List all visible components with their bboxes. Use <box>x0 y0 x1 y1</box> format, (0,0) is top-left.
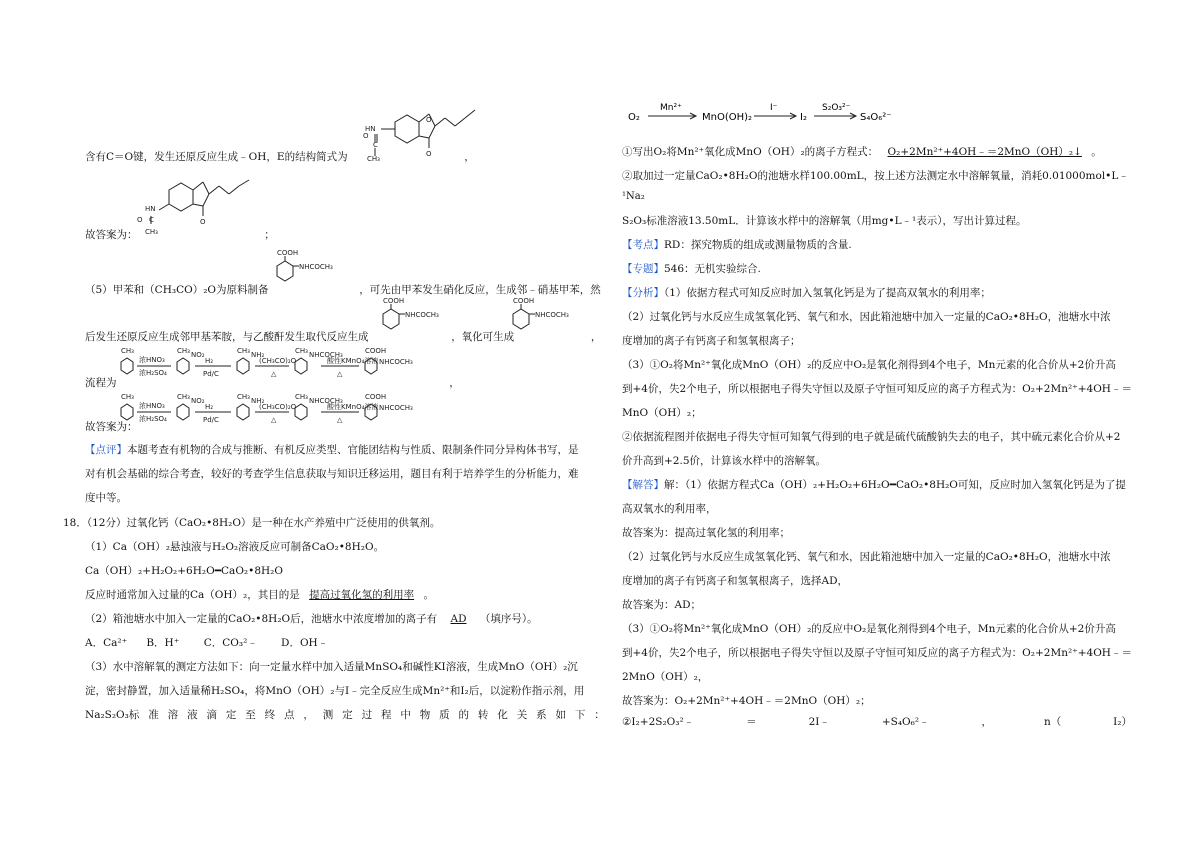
chem-cooh-label: COOH <box>365 393 387 401</box>
comment-tag: 【点评】 <box>85 444 127 456</box>
chem-cooh-label: COOH <box>513 297 535 305</box>
kaodian-row: 【考点】RD：探究物质的组成或测量物质的含量. <box>622 239 852 251</box>
justified-equation: ②I₂+2S₂O₃²﹣ ＝ 2I﹣ +S₄O₆²﹣ ， n（ I₂） <box>622 716 1132 728</box>
chem-nhcoch3-label: NHCOCH₃ <box>309 351 343 359</box>
flow-i2: I₂ <box>800 112 807 123</box>
chem-no2-label: NO₂ <box>191 397 205 405</box>
chem-nhcoch3-label: NHCOCH₃ <box>379 404 413 412</box>
chem-kmno4-label: 酸性KMnO₄溶液 <box>327 357 379 365</box>
flow-mn: Mn²⁺ <box>660 103 682 113</box>
chem-nhcoch3-label: NHCOCH₃ <box>379 358 413 366</box>
line-flow-label: 流程为 ， <box>85 377 460 389</box>
justified-line: Na₂S₂O₃标 准 溶 液 滴 定 至 终 点 ， 测 定 过 程 中 物 质 的 转 化 关 系 如 下 ： <box>85 709 605 721</box>
left-column: HN O O C O CH₃ 含有C＝O键，发生还原反应生成﹣OH，E的结构简式为 ， HN O C O CH₃ 故答案为： ； COOH NHCOCH₃ （5）甲苯和（CH₃CO）₂O为原料制备 ，可先由甲苯发生硝化反应，生成邻﹣硝基甲苯，然 COOH NHCOCH₃ COOH NHCOCH₃ 后发生还原反应生成邻甲基苯胺，与乙酸酐发生取代反应生成 ，氧化可生成 ， CH₃ 浓HNO₃ 浓H₂SO₄ CH₃ NO₂ H₂ Pd/C CH₃ NH₂ (CH₃CO)₂O △ CH₃ NHCOCH₃ 酸性KMnO₄溶液 △ COOH NHCOCH₃ 流程为 ， CH₃ 浓HNO₃ 浓H₂SO₄ CH₃ NO₂ H₂ Pd/C CH₃ NH₂ (CH₃CO)₂O △ CH₃ NHCOCH₃ 酸性KMnO₄溶液 △ COOH NHCOCH₃ 故答案为： 【点评】本题考查有机物的合成与推断、有机反应类型、官能团结构与性质、限制条件同分异构体书写，是 对有机会基础的综合考查，较好的考查学生信息获取与知识迁移运用，题目有利于培养学生的分析能力，难 度中等。 18．（12分）过氧化钙（CaO₂•8H₂O）是一种在水产养殖中广泛使用的供氧剂。 （1）Ca（OH）₂悬浊液与H₂O₂溶液反应可制备CaO₂•8H₂O。 Ca（OH）₂+H₂O₂+6H₂O━CaO₂•8H₂O 反应时通常加入过量的Ca（OH）₂，其目的是 提高过氧化氢的利用率 。 （2）箱池塘水中加入一定量的CaO₂•8H₂O后，池塘水中浓度增加的离子有 AD （填序号）。 A．Ca²⁺ B．H⁺ C．CO₃²﹣ D．OH﹣ （3）水中溶解氧的测定方法如下：向一定量水样中加入适量MnSO₄和碱性KI溶液，生成MnO（OH）₂沉 淀，密封静置，加入适量稀H₂SO₄，将MnO（OH）₂与I﹣完全反应生成Mn²⁺和I₂后，以淀粉作指示剂，用 Na₂S₂O₃标 准 溶 液 滴 定 至 终 点 ， 测 定 过 程 中 物 质 的 转 化 关 系 如 下 ： <box>85 0 605 848</box>
chem-no2-label: NO₂ <box>191 351 205 359</box>
chem-c-label: C <box>149 216 154 224</box>
chem-ch3-label: CH₃ <box>295 393 308 401</box>
right-column: O₂ Mn²⁺ MnO(OH)₂ I⁻ I₂ S₂O₃²⁻ S₄O₆²⁻ ①写出O₂将Mn²⁺氧化成MnO（OH）₂的离子方程式： O₂+2Mn²⁺+4OH﹣＝2MnO（OH）₂↓ 。 ②取加过一定量CaO₂•8H₂O的池塘水样100.00mL，按上述方法测定水中溶解氧量，消耗0.01000mol•L﹣ ¹Na₂ S₂O₃标准溶液13.50mL．计算该水样中的溶解氧（用mg•L﹣¹表示），写出计算过程。 【考点】RD：探究物质的组成或测量物质的含量. 【专题】546：无机实验综合. 【分析】（1）依据方程式可知反应时加入氢氧化钙是为了提高双氧水的利用率； （2）过氧化钙与水反应生成氢氧化钙、氧气和水，因此箱池塘中加入一定量的CaO₂•8H₂O，池塘水中浓 度增加的离子有钙离子和氢氧根离子； （3）①O₂将Mn²⁺氧化成MnO（OH）₂的反应中O₂是氧化剂得到4个电子，Mn元素的化合价从+2价升高 到+4价，失2个电子，所以根据电子得失守恒以及原子守恒可知反应的离子方程式为：O₂+2Mn²⁺+4OH﹣＝ MnO（OH）₂； ②依据流程图并依据电子得失守恒可知氧气得到的电子就是硫代硫酸钠失去的电子，其中硫元素化合价从+2 价升高到+2.5价，计算该水样中的溶解氧。 【解答】解：（1）依据方程式Ca（OH）₂+H₂O₂+6H₂O━CaO₂•8H₂O可知，反应时加入氢氧化钙是为了提 高双氧水的利用率， 故答案为：提高过氧化氢的利用率； （2）过氧化钙与水反应生成氢氧化钙、氧气和水，因此箱池塘中加入一定量的CaO₂•8H₂O，池塘水中浓 度增加的离子有钙离子和氢氧根离子，选择AD， 故答案为：AD； （3）①O₂将Mn²⁺氧化成MnO（OH）₂的反应中O₂是氧化剂得到4个电子，Mn元素的化合价从+2价升高 到+4价，失2个电子，所以根据电子得失守恒以及原子守恒可知反应的离子方程式为：O₂+2Mn²⁺+4OH﹣＝ 2MnO（OH）₂， 故答案为：O₂+2Mn²⁺+4OH﹣＝2MnO（OH）₂； ②I₂+2S₂O₃²﹣ ＝ 2I﹣ +S₄O₆²﹣ ， n（ I₂） <box>622 0 1132 848</box>
chem-h2-label: H₂ <box>205 357 214 365</box>
line-part5-cont: 后发生还原反应生成邻甲基苯胺，与乙酸酐发生取代反应生成 ，氧化可生成 ， <box>85 331 602 343</box>
chem-cooh-label: COOH <box>277 249 299 257</box>
molecule-product-structure <box>269 248 349 288</box>
chem-ch3-label: CH₃ <box>121 393 134 401</box>
flow-iminus: I⁻ <box>770 103 778 113</box>
zhuanti-row: 【专题】546：无机实验综合. <box>622 263 761 275</box>
chem-ch3-label: CH₃ <box>177 347 190 355</box>
chem-ac2o-label: (CH₃CO)₂O <box>259 357 297 365</box>
chem-h2so4-label: 浓H₂SO₄ <box>139 415 167 423</box>
chem-o-label: O <box>426 150 432 158</box>
answer-ions: AD <box>450 613 467 625</box>
chem-o-label: O <box>200 218 206 226</box>
chem-nh2-label: NH₂ <box>251 397 265 405</box>
chem-o-label: O <box>137 216 143 224</box>
option-b: B．H⁺ <box>146 637 180 649</box>
chem-ch3-label: CH₃ <box>145 228 158 236</box>
flow-o2: O₂ <box>628 112 640 123</box>
jieda-row: 【解答】解：（1）依据方程式Ca（OH）₂+H₂O₂+6H₂O━CaO₂•8H₂O可知，反应时加入氢氧化钙是为了提 <box>622 479 1126 491</box>
chem-nhcoch3-label: NHCOCH₃ <box>535 311 569 319</box>
chem-nh2-label: NH₂ <box>251 351 265 359</box>
flow-s4o6: S₄O₆²⁻ <box>860 112 892 123</box>
comment-block: 【点评】本题考查有机物的合成与推断、有机反应类型、官能团结构与性质、限制条件同分异构体书写，是 <box>85 444 579 456</box>
chem-hno3-label: 浓HNO₃ <box>139 356 165 364</box>
option-c: C．CO₃²﹣ <box>203 637 258 649</box>
titration-flow-diagram <box>626 96 926 126</box>
chem-h2-label: H₂ <box>205 403 214 411</box>
option-a: A．Ca²⁺ <box>85 637 128 649</box>
line-answer-e: 故答案为： ； <box>85 229 275 241</box>
line-flow-answer: 故答案为： <box>85 421 138 433</box>
chem-hn-label: HN <box>365 125 376 133</box>
chem-ch3-label: CH₃ <box>367 155 380 162</box>
chem-ac2o-label: (CH₃CO)₂O <box>259 403 297 411</box>
answer-purpose: 提高过氧化氢的利用率 <box>309 589 415 601</box>
options-row <box>85 636 328 650</box>
chem-delta-label: △ <box>271 370 277 378</box>
chem-nhcoch3-label: NHCOCH₃ <box>309 397 343 405</box>
question-18-title: 18．（12分）过氧化钙（CaO₂•8H₂O）是一种在水产养殖中广泛使用的供氧剂。 <box>63 517 441 529</box>
chem-delta-label: △ <box>337 370 343 378</box>
chem-o-label: O <box>426 116 432 124</box>
chem-ch3-label: CH₃ <box>295 347 308 355</box>
line-e-structure: 含有C＝O键，发生还原反应生成﹣OH，E的结构简式为 ， <box>85 151 475 163</box>
chem-delta-label: △ <box>337 416 343 424</box>
chem-ch3-label: CH₃ <box>121 347 134 355</box>
chem-pdc-label: Pd/C <box>203 370 219 378</box>
chem-ch3-label: CH₃ <box>177 393 190 401</box>
chem-nhcoch3-label: NHCOCH₃ <box>299 263 333 271</box>
chem-pdc-label: Pd/C <box>203 416 219 424</box>
chem-cooh-label: COOH <box>383 297 405 305</box>
flow-s2o3: S₂O₃²⁻ <box>822 103 851 113</box>
answer-ionic-equation: O₂+2Mn²⁺+4OH﹣＝2MnO（OH）₂↓ <box>887 146 1082 158</box>
chem-ch3-label: CH₃ <box>237 393 250 401</box>
chem-delta-label: △ <box>271 416 277 424</box>
chem-h2so4-label: 浓H₂SO₄ <box>139 369 167 377</box>
reaction-equation: Ca（OH）₂+H₂O₂+6H₂O━CaO₂•8H₂O <box>85 565 283 577</box>
chem-hn-label: HN <box>145 205 156 213</box>
option-d: D．OH﹣ <box>281 637 329 649</box>
chem-hno3-label: 浓HNO₃ <box>139 402 165 410</box>
chem-kmno4-label: 酸性KMnO₄溶液 <box>327 403 379 411</box>
chem-c-label: C <box>373 141 378 149</box>
line-part5: （5）甲苯和（CH₃CO）₂O为原料制备 ，可先由甲苯发生硝化反应，生成邻﹣硝基甲苯，然 <box>85 284 601 296</box>
chem-o-label: O <box>363 132 369 140</box>
flow-mnooh: MnO(OH)₂ <box>702 112 753 123</box>
chem-ch3-label: CH₃ <box>237 347 250 355</box>
fenxi-row: 【分析】（1）依据方程式可知反应时加入氢氧化钙是为了提高双氧水的利用率； <box>622 287 991 299</box>
chem-nhcoch3-label: NHCOCH₃ <box>405 311 439 319</box>
synthesis-flow-answer <box>115 388 455 432</box>
chem-cooh-label: COOH <box>365 347 387 355</box>
